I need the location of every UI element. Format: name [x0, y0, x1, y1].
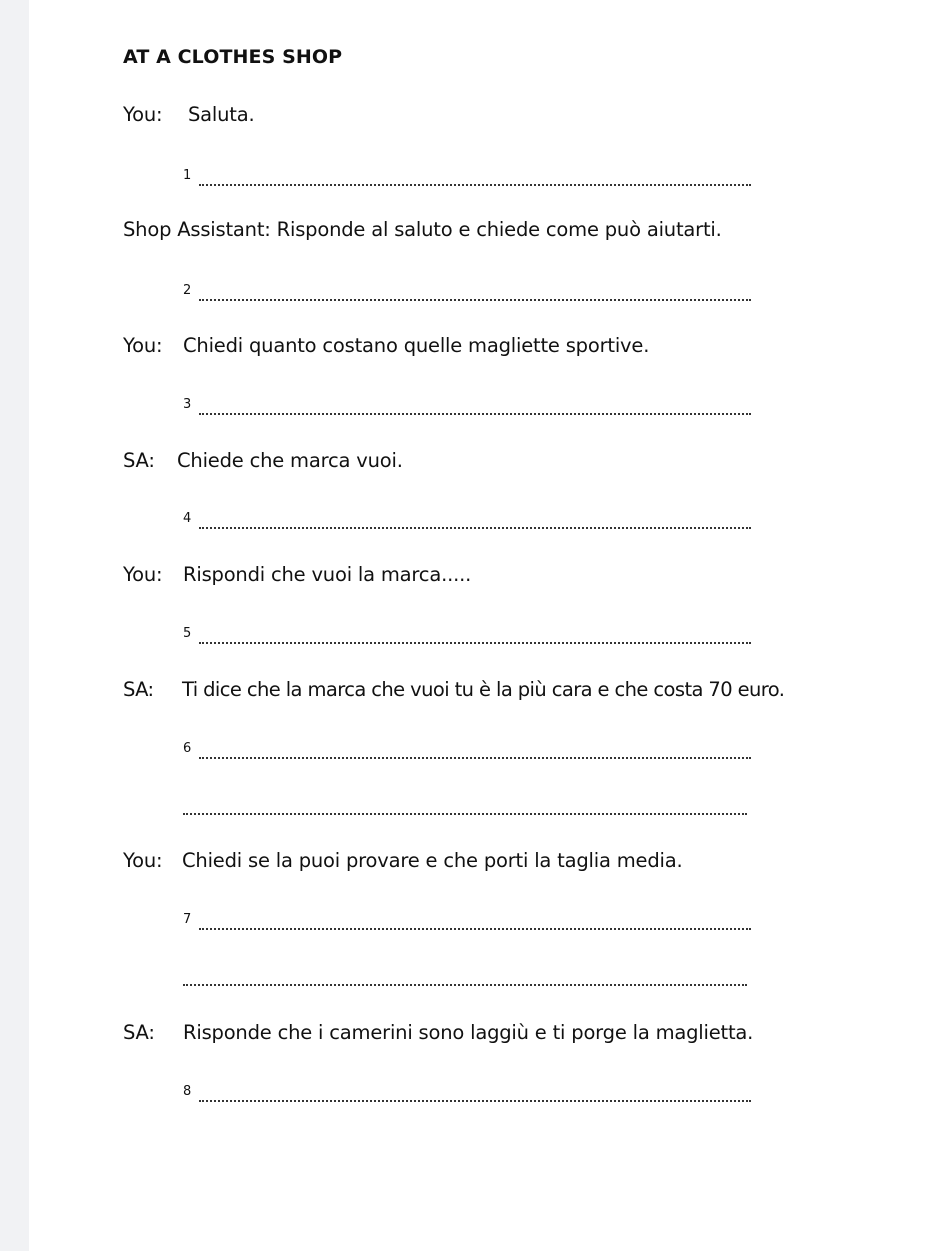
answer-number: 6 — [183, 741, 192, 756]
dialogue-line — [123, 103, 255, 126]
answer-number: 2 — [183, 283, 192, 298]
dotted-line — [199, 928, 751, 930]
dialogue-line — [123, 334, 649, 357]
dotted-line — [183, 984, 747, 986]
dotted-line — [199, 299, 751, 301]
dotted-line — [199, 757, 751, 759]
speaker-label: You: — [123, 103, 163, 126]
speaker-label: SA: — [123, 678, 154, 701]
answer-number: 5 — [183, 626, 192, 641]
answer-number: 8 — [183, 1084, 192, 1099]
dialogue-line — [123, 218, 722, 241]
answer-line[interactable] — [183, 1084, 751, 1104]
dialogue-text: Risponde che i camerini sono laggiù e ti porge la maglietta. — [183, 1021, 754, 1044]
answer-line[interactable] — [183, 626, 751, 646]
answer-line[interactable] — [183, 511, 751, 531]
answer-line[interactable] — [183, 397, 751, 417]
answer-number: 1 — [183, 168, 192, 183]
dialogue-text: Risponde al saluto e chiede come può aiutarti. — [276, 218, 722, 241]
dotted-line — [199, 527, 751, 529]
answer-line[interactable] — [183, 741, 751, 761]
answer-line-continuation[interactable] — [183, 797, 751, 817]
dialogue-line — [123, 563, 471, 586]
speaker-label: You: — [123, 334, 163, 357]
worksheet-page — [29, 0, 927, 1251]
dotted-line — [199, 1100, 751, 1102]
dialogue-line — [123, 1021, 753, 1044]
dialogue-text: Rispondi che vuoi la marca..... — [183, 563, 472, 586]
answer-line[interactable] — [183, 168, 751, 188]
dotted-line — [199, 642, 751, 644]
answer-line[interactable] — [183, 283, 751, 303]
answer-line[interactable] — [183, 912, 751, 932]
dialogue-text: Chiedi se la puoi provare e che porti la taglia media. — [182, 849, 683, 872]
speaker-label: You: — [123, 849, 163, 872]
speaker-label: Shop Assistant: — [123, 218, 271, 241]
dialogue-text: Chiede che marca vuoi. — [177, 449, 403, 472]
speaker-label: You: — [123, 563, 163, 586]
dialogue-line — [123, 849, 682, 872]
dialogue-text: Ti dice che la marca che vuoi tu è la più cara e che costa 70 euro. — [182, 678, 785, 701]
answer-number: 7 — [183, 912, 192, 927]
answer-number: 3 — [183, 397, 192, 412]
dialogue-line — [123, 449, 403, 472]
dialogue-line — [123, 678, 784, 701]
dotted-line — [199, 184, 751, 186]
page-title: AT A CLOTHES SHOP — [123, 46, 343, 68]
dotted-line — [199, 413, 751, 415]
answer-line-continuation[interactable] — [183, 968, 751, 988]
speaker-label: SA: — [123, 449, 155, 472]
dialogue-text: Saluta. — [188, 103, 255, 126]
dotted-line — [183, 813, 747, 815]
dialogue-text: Chiedi quanto costano quelle magliette sportive. — [183, 334, 650, 357]
speaker-label: SA: — [123, 1021, 155, 1044]
answer-number: 4 — [183, 511, 192, 526]
